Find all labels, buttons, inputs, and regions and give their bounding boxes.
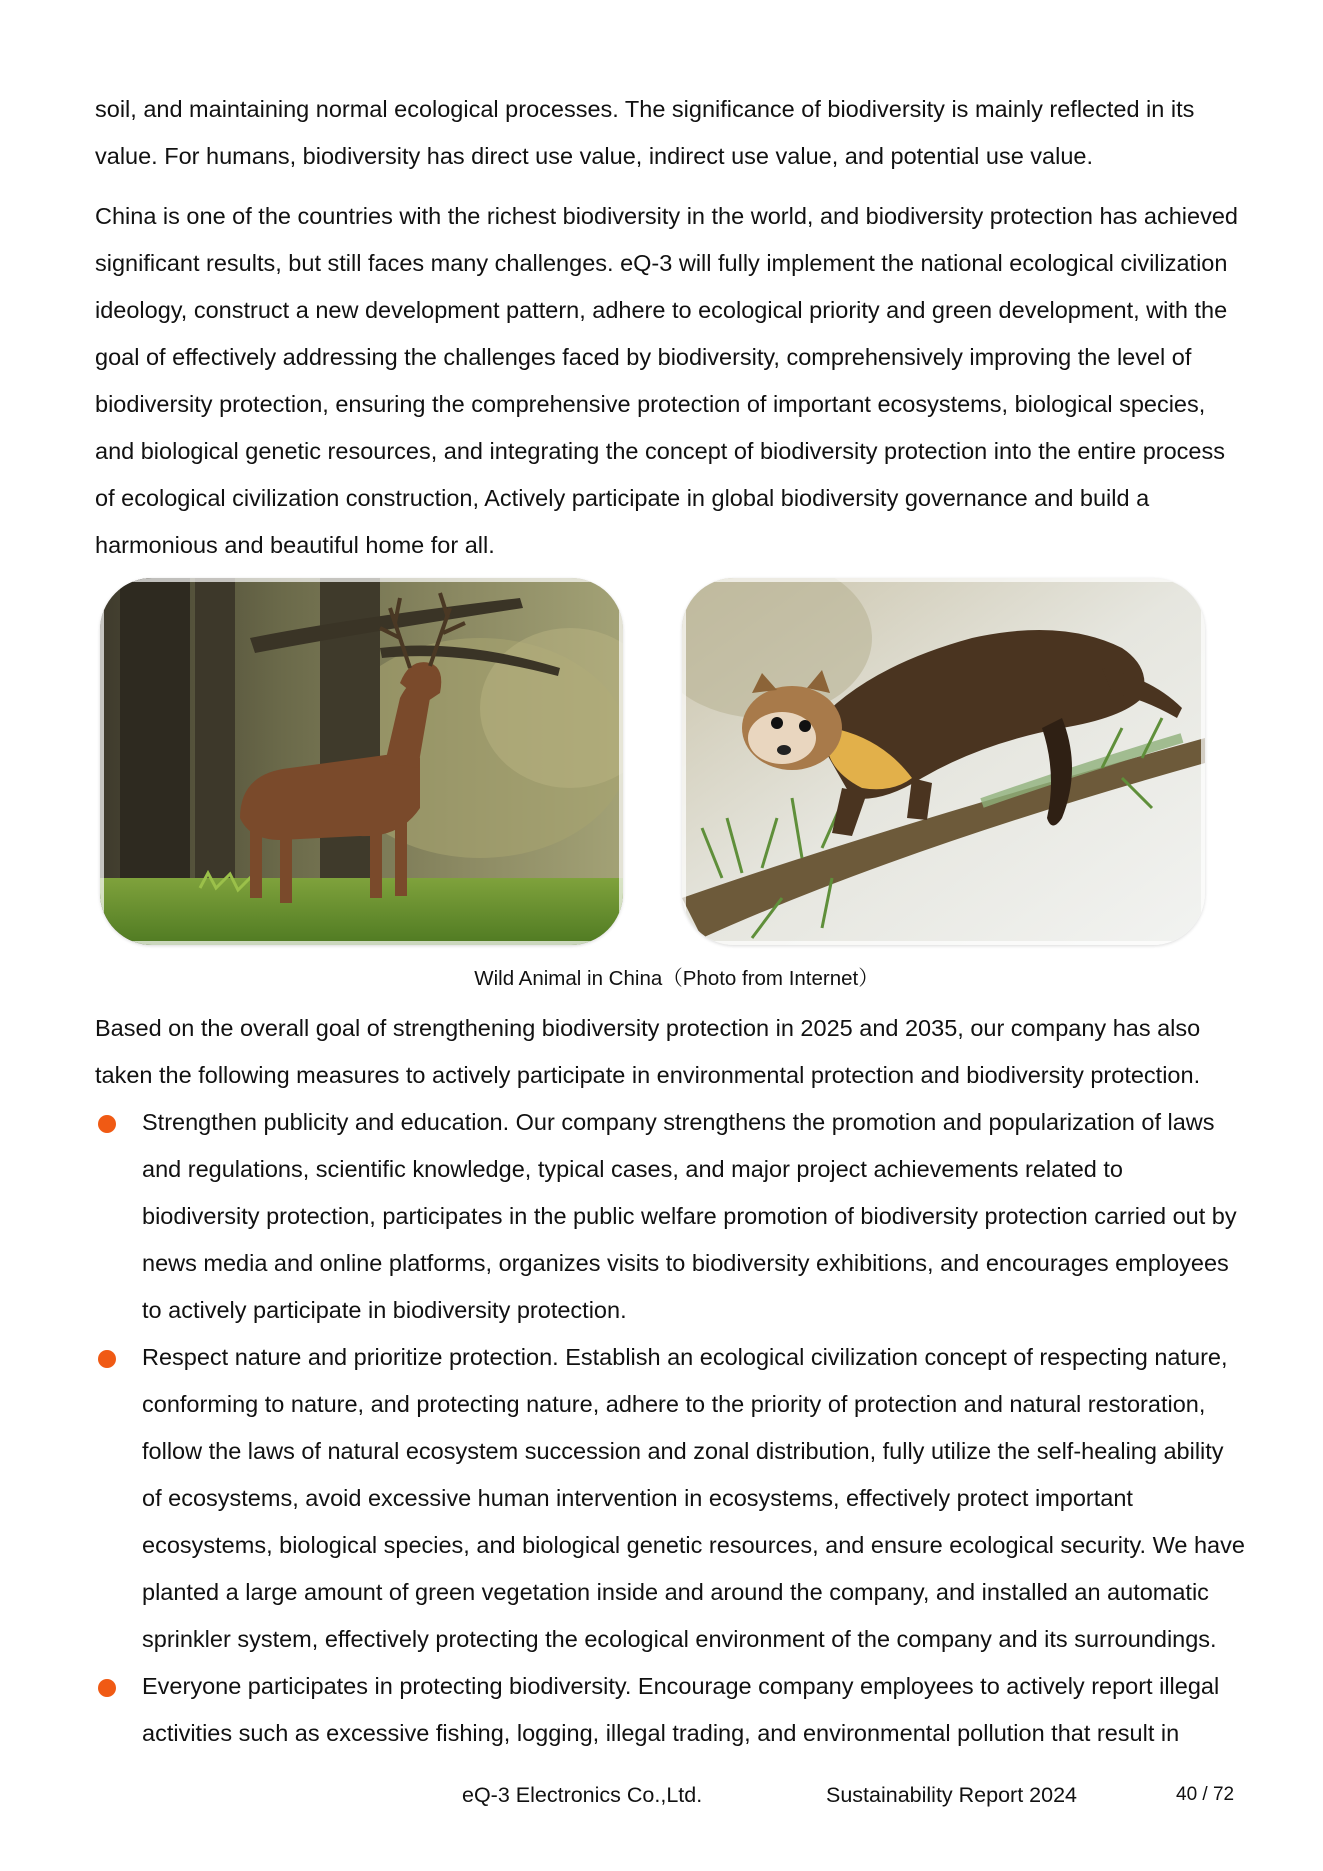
- deer-illustration: [100, 578, 623, 945]
- bullet-dot-icon: [98, 1350, 116, 1368]
- marten-illustration: [682, 578, 1205, 945]
- list-item-text: Strengthen publicity and education. Our company strengthens the promotion and popularization of laws and regulations, scientific knowledge, typical cases, and major project achievements related to biodiversity protection, participates in the public welfare promotion of biodiversity protection carried out by news media and online platforms, organizes visits to biodiversity exhibitions, and encourages employees to actively participate in biodiversity protection.: [142, 1109, 1237, 1323]
- paragraph-china-biodiversity: China is one of the countries with the richest biodiversity in the world, and biodiversity protection has achieved significant results, but still faces many challenges. eQ-3 will fully implement the national ecological civilization ideology, construct a new development pattern, adhere to ecological priority and green development, with the goal of effectively addressing the challenges faced by biodiversity, comprehensively improving the level of biodiversity protection, ensuring the comprehensive protection of important ecosystems, biological species, and biological genetic resources, and integrating the concept of biodiversity protection into the entire process of ecological civilization construction, Actively participate in global biodiversity governance and build a harmonious and beautiful home for all.: [95, 203, 1238, 558]
- list-item: [95, 1663, 1245, 1757]
- wild-animal-photos: [100, 578, 1210, 948]
- list-item: [95, 1334, 1245, 1663]
- footer-page-number: 40 / 72: [1176, 1784, 1235, 1805]
- footer-company-name: eQ-3 Electronics Co.,Ltd.: [462, 1783, 703, 1807]
- measures-list: [95, 1099, 1245, 1757]
- paragraph-measures-intro: Based on the overall goal of strengthening biodiversity protection in 2025 and 2035, our company has also taken the following measures to actively participate in environmental protection and biodiversity protection.: [95, 1015, 1201, 1088]
- list-item: [95, 1099, 1245, 1334]
- paragraph-biodiversity-value: soil, and maintaining normal ecological processes. The significance of biodiversity is mainly reflected in its value. For humans, biodiversity has direct use value, indirect use value, and potential use value.: [95, 96, 1195, 169]
- list-item-text: Everyone participates in protecting biodiversity. Encourage company employees to actively report illegal activities such as excessive fishing, logging, illegal trading, and environmental pollution that result in: [142, 1673, 1220, 1746]
- deer-photo: [100, 578, 623, 945]
- footer-report-title: Sustainability Report 2024: [826, 1783, 1077, 1807]
- marten-photo: [682, 578, 1205, 945]
- figure-caption: Wild Animal in China（Photo from Internet）: [474, 967, 879, 990]
- bullet-dot-icon: [98, 1679, 116, 1697]
- bullet-dot-icon: [98, 1115, 116, 1133]
- list-item-text: Respect nature and prioritize protection. Establish an ecological civilization concept of respecting nature, conforming to nature, and protecting nature, adhere to the priority of protection and natural restoration, follow the laws of natural ecosystem succession and zonal distribution, fully utilize the self-healing ability of ecosystems, avoid excessive human intervention in ecosystems, effectively protect important ecosystems, biological species, and biological genetic resources, and ensure ecological security. We have planted a large amount of green vegetation inside and around the company, and installed an automatic sprinkler system, effectively protecting the ecological environment of the company and its surroundings.: [142, 1344, 1245, 1652]
